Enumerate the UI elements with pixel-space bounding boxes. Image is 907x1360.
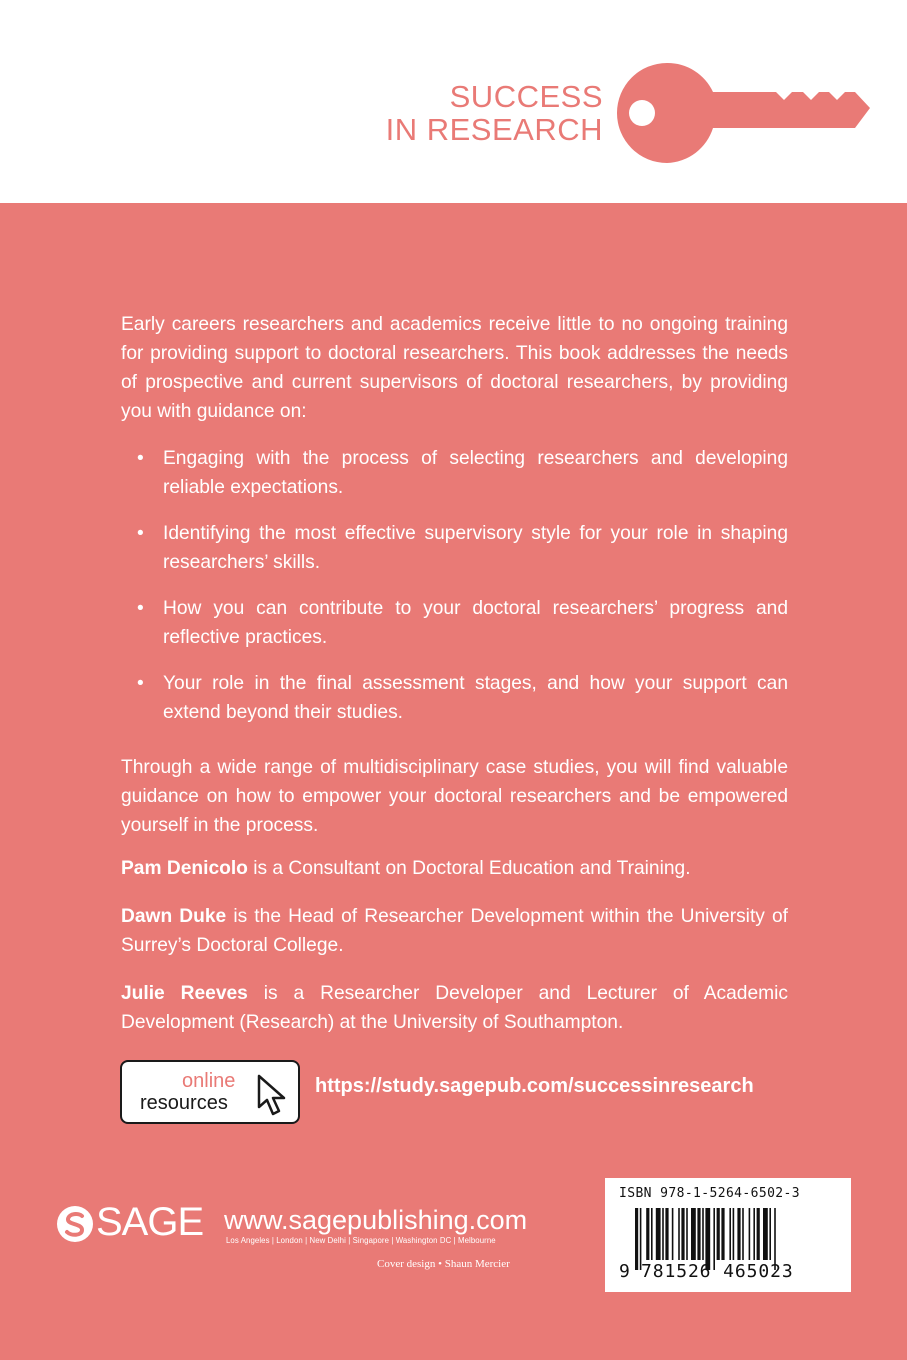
sage-wordmark: SAGE [96, 1200, 204, 1244]
ean-first-digit: 9 [619, 1261, 630, 1282]
online-label: online [182, 1070, 236, 1092]
bullet-icon: • [137, 523, 144, 544]
bullet-item: • How you can contribute to your doctoral researchers’ progress and reflective practices. [121, 594, 788, 652]
author-bio: Pam Denicolo is a Consultant on Doctoral Education and Training. [121, 858, 691, 879]
summary-paragraph: Through a wide range of multidisciplinary case studies, you will find valuable guidance on how to empower your doctoral researchers and be empowered yourself in the process. [121, 757, 788, 836]
header-band [0, 0, 907, 203]
series-title [386, 80, 603, 146]
bullet-icon: • [137, 448, 144, 469]
publisher-cities: Los Angeles | London | New Delhi | Singapore | Washington DC | Melbourne [226, 1236, 496, 1245]
bullet-icon: • [137, 673, 144, 694]
author-bio: Julie Reeves is a Researcher Developer and Lecturer of Academic Development (Research) at the University of Southampton. [121, 983, 788, 1034]
author-name: Pam Denicolo [121, 858, 248, 879]
online-resources-badge [120, 1060, 300, 1124]
companion-website-link[interactable]: https://study.sagepub.com/successinresearch [315, 1075, 754, 1097]
barcode-panel [605, 1178, 851, 1292]
intro-paragraph: Early careers researchers and academics receive little to no ongoing training for providing support to doctoral researchers. This book addresses the needs of prospective and current supervisors of doctoral researchers, by providing you with guidance on: [121, 314, 788, 422]
key-icon [612, 58, 872, 168]
sage-logo-icon [55, 1204, 95, 1244]
ean-digits: 781526 465023 [641, 1261, 794, 1282]
bullet-item: • Your role in the final assessment stages, and how your support can extend beyond their studies. [121, 669, 788, 727]
cursor-icon [256, 1074, 290, 1118]
series-title-line1: SUCCESS [449, 79, 603, 114]
author-bio: Dawn Duke is the Head of Researcher Development within the University of Surrey’s Doctoral College. [121, 906, 788, 957]
description-block [121, 310, 788, 1057]
publisher-website[interactable]: www.sagepublishing.com [224, 1205, 528, 1235]
isbn-label: ISBN 978-1-5264-6502-3 [619, 1186, 800, 1201]
bullet-item: • Identifying the most effective supervisory style for your role in shaping researchers’ skills. [121, 519, 788, 577]
bullet-icon: • [137, 598, 144, 619]
bullet-list [121, 444, 788, 727]
author-name: Julie Reeves [121, 983, 248, 1005]
bullet-item: • Engaging with the process of selecting researchers and developing reliable expectations. [121, 444, 788, 502]
author-name: Dawn Duke [121, 906, 227, 928]
cover-design-credit: Cover design • Shaun Mercier [377, 1258, 510, 1270]
series-title-line2: IN RESEARCH [385, 112, 603, 147]
resources-label: resources [140, 1092, 228, 1114]
